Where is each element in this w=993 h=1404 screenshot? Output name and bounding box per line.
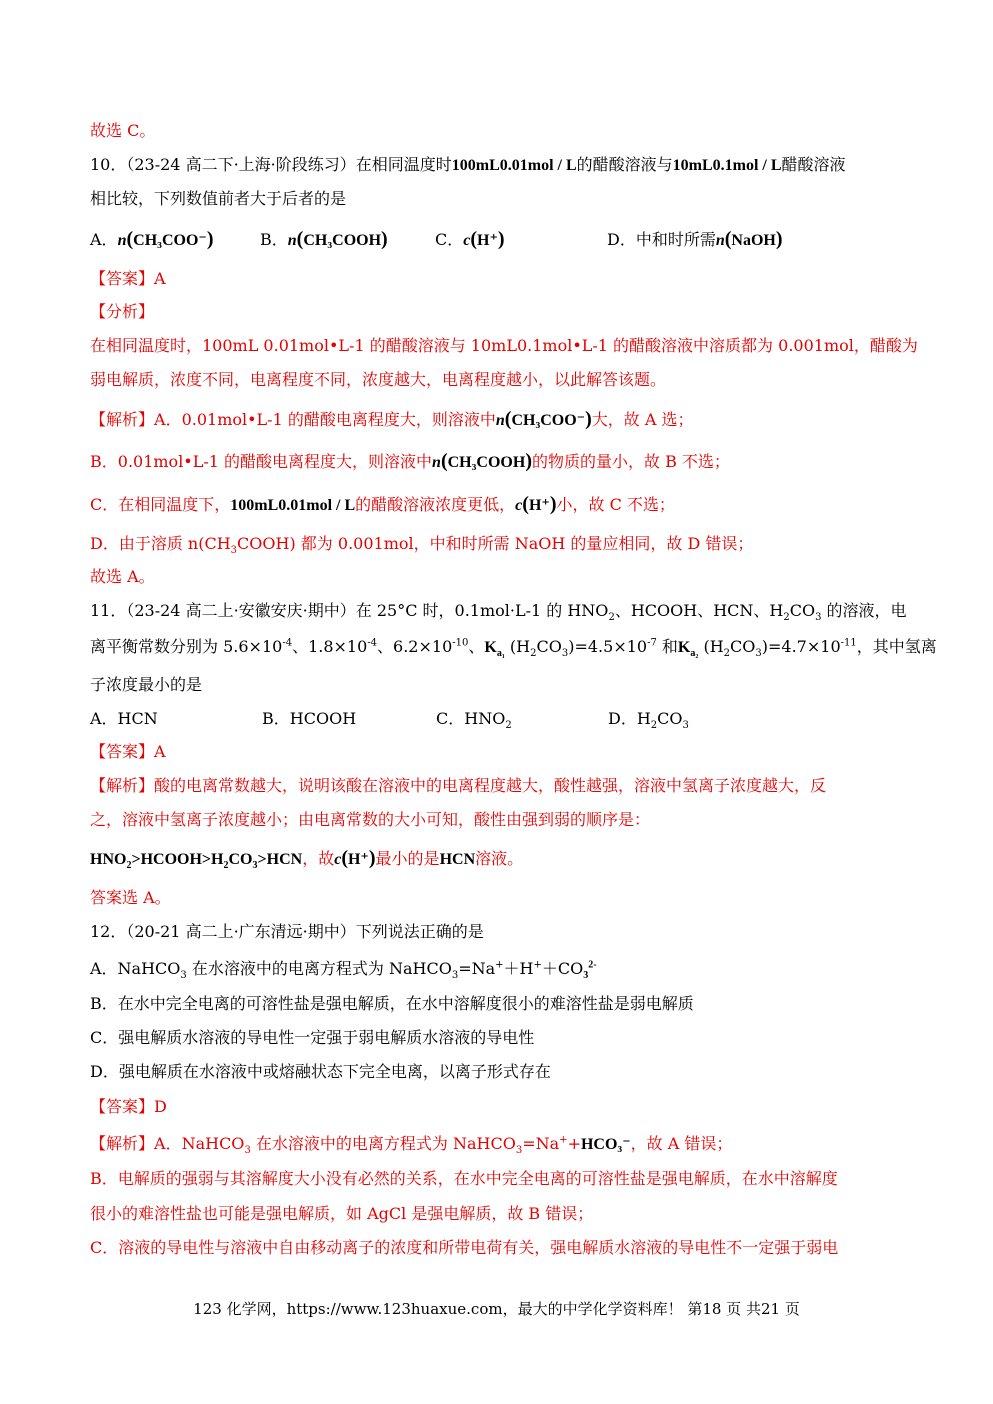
option-text: B．在水中完全电离的可溶性盐是强电解质，在水中溶解度很小的难溶性盐是弱电解质 <box>90 994 694 1013</box>
q10-stem-line1 <box>90 154 903 177</box>
option-text: ＋CO <box>541 959 584 978</box>
explain-text: COOH) 都为 0.001mol，中和时所需 NaOH 的量应相同，故 D 错误； <box>237 534 754 553</box>
q10-stem-text4: 相比较，下列数值前者大于后者的是 <box>90 189 347 208</box>
explain-text: C．在相同温度下， <box>90 495 231 514</box>
q10-explain-d <box>90 533 903 555</box>
hydrogen-ion: H⁺ <box>477 232 498 249</box>
explain-text: B．0.01mol•L-1 的醋酸电离程度大，则溶液中 <box>90 452 433 471</box>
greater-than: > <box>131 851 141 868</box>
subscript: 2 <box>505 720 512 732</box>
option-text: D．强电解质在水溶液中或熔融状态下完全电离，以离子形式存在 <box>90 1062 551 1081</box>
hcn-formula: HCN <box>266 851 303 868</box>
subscript: 2 <box>126 860 132 872</box>
subscript: 3 <box>682 720 689 732</box>
amount-symbol: n <box>495 412 505 429</box>
subscript: 2 <box>650 720 658 732</box>
superscript: -4 <box>367 637 378 649</box>
q10-choose <box>90 566 903 588</box>
q10-stem-text3: 醋酸溶液 <box>781 155 846 174</box>
naoh-formula: NaOH <box>731 232 776 249</box>
q10-explain-b: B．0.01mol•L-1 的醋酸电离程度大，则溶液中n(CH₃COOH)的物质的量小，故 B 不选； <box>90 450 730 472</box>
q10-option-d: D．中和时所需n(NaOH) <box>607 228 783 250</box>
subscript: 2 <box>223 860 229 872</box>
superscript: 2- <box>588 959 597 971</box>
answer-value: D <box>154 1097 167 1116</box>
subscript: 3 <box>230 545 238 557</box>
explain-text: B．电解质的强弱与其溶解度大小没有必然的关系，在水中完全电离的可溶性盐是强电解质，在水中溶解度 <box>90 1169 838 1188</box>
bicarbonate-formula: HCO₃⁻ <box>580 1136 631 1153</box>
q11-option-c <box>436 708 608 730</box>
stem-text: 子浓度最小的是 <box>90 675 203 694</box>
stem-text: )=4.7×10 <box>761 637 841 656</box>
superscript: -4 <box>282 637 293 649</box>
answer-value: A <box>154 742 166 761</box>
answer-label: 【答案】 <box>90 269 155 288</box>
hcooh-formula: HCOOH <box>140 851 202 868</box>
explain-text: A．NaHCO <box>154 1134 245 1153</box>
explain-text: D．由于溶质 n(CH <box>90 534 231 553</box>
superscript: -11 <box>840 637 857 649</box>
q10-answer <box>90 268 903 290</box>
q12-explain-a <box>90 1133 903 1156</box>
explain-label: 【解析】 <box>90 410 155 429</box>
subscript: 3 <box>252 860 258 872</box>
option-label: A． <box>90 230 118 249</box>
subscript: a₂ <box>690 648 699 660</box>
q10-option-a: A．n(CH₃COO⁻) <box>90 228 214 250</box>
q10-stem-text: 10．（23-24 高二下·上海·阶段练习）在相同温度时 <box>90 155 452 174</box>
stem-text: 离平衡常数分别为 5.6×10 <box>90 637 283 656</box>
q12-option-d <box>90 1061 903 1083</box>
acetic-acid-formula: CH₃COOH <box>447 454 526 471</box>
q10-options <box>90 228 903 252</box>
subscript: 3 <box>583 970 589 982</box>
subscript: 3 <box>561 648 569 660</box>
stem-text: CO <box>730 637 756 656</box>
option-text: 在水溶液中的电离方程式为 NaHCO <box>186 959 452 978</box>
explain-text: C．溶液的导电性与溶液中自由移动离子的浓度和所带电荷有关，强电解质水溶液的导电性不一定强于弱电 <box>90 1238 839 1257</box>
q11-option-a: A．HCN <box>90 709 158 728</box>
explain-text: =Na <box>522 1134 560 1153</box>
stem-text: CO <box>536 637 562 656</box>
q10-conc2: 10mL0.1mol / L <box>672 157 782 174</box>
concentration-symbol: c <box>515 497 523 514</box>
superscript: + <box>495 959 504 971</box>
stem-text: 、1.8×10 <box>292 637 368 656</box>
choose-text: 故选 A。 <box>90 567 155 586</box>
subscript: 2 <box>608 612 615 624</box>
explain-label: 【解析】 <box>90 1134 155 1153</box>
q10-analysis-1 <box>90 335 918 357</box>
subscript: 2 <box>783 612 790 624</box>
concentration-symbol: c <box>463 232 471 249</box>
answer-value: A <box>154 269 166 288</box>
greater-than: > <box>257 851 267 868</box>
q10-option-c: C．c(H⁺) <box>435 228 505 250</box>
amount-symbol: n <box>117 232 127 249</box>
stem-text: (H <box>504 637 531 656</box>
explain-text: ，故 <box>302 849 335 868</box>
stem-text: 、 <box>468 637 485 656</box>
choose-text: 答案选 A。 <box>90 888 171 907</box>
conclusion-text: 故选 C。 <box>90 121 156 140</box>
q10-option-b: B．n(CH₃COOH) <box>260 228 388 250</box>
superscript: -7 <box>647 637 657 649</box>
superscript: -10 <box>452 637 469 649</box>
answer-label: 【答案】 <box>90 1097 155 1116</box>
explain-text: ，故 A 错误； <box>630 1134 733 1153</box>
superscript: + <box>559 1134 568 1146</box>
q11-answer <box>90 741 903 763</box>
option-label: B． <box>260 230 288 249</box>
subscript: 3 <box>244 1145 251 1157</box>
option-text: C．HNO <box>436 709 506 728</box>
q10-conc1: 100mL0.01mol / L <box>230 497 356 514</box>
q12-explain-c1 <box>90 1237 903 1259</box>
q12-option-a <box>90 958 903 980</box>
explain-text: 最小的是 <box>375 849 440 868</box>
explain-text: A．0.01mol•L-1 的醋酸电离程度大，则溶液中 <box>154 410 496 429</box>
subscript: 3 <box>815 612 822 624</box>
stem-text: 的溶液，电 <box>821 601 907 620</box>
q11-option-b: B．HCOOH <box>262 709 357 728</box>
acetic-acid-formula: CH₃COOH <box>303 232 382 249</box>
subscript: a₁ <box>496 648 505 660</box>
stem-text: CO <box>789 601 816 620</box>
subscript: 2 <box>723 648 731 660</box>
analysis-text: 在相同温度时，100mL 0.01mol•L-1 的醋酸溶液与 10mL0.1mol•L-1 的醋酸溶液中溶质都为 0.001mol，醋酸为 <box>90 336 918 355</box>
stem-text: 、HCOOH、HCN、H <box>614 601 784 620</box>
amount-symbol: n <box>432 454 441 471</box>
page-footer: 123 化学网，https://www.123huaxue.com，最大的中学化学资料库！ 第18 页 共21 页 <box>193 1300 800 1318</box>
q12-stem <box>90 921 903 943</box>
hydrogen-ion: H⁺ <box>347 851 369 868</box>
hydrogen-ion: H⁺ <box>528 497 550 514</box>
acetate-formula: CH₃COO⁻ <box>133 232 207 249</box>
explain-label: 【解析】 <box>90 776 155 795</box>
subscript: 3 <box>180 970 187 982</box>
concentration-symbol: c <box>334 851 342 868</box>
option-label: C． <box>435 230 464 249</box>
q12-option-b <box>90 993 903 1015</box>
q10-analysis-2 <box>90 369 903 391</box>
subscript: 3 <box>451 970 459 982</box>
amount-symbol: n <box>715 232 725 249</box>
q12-answer <box>90 1096 903 1118</box>
acetate-formula: CH₃COO⁻ <box>511 412 586 429</box>
stem-text: )=4.5×10 <box>568 637 648 656</box>
hno2-formula: HNO <box>90 851 127 868</box>
option-text: ＋H <box>503 959 534 978</box>
q10-conc1: 100mL0.01mol / L <box>451 157 577 174</box>
answer-label: 【答案】 <box>90 742 155 761</box>
q10-stem-text2: 的醋酸溶液与 <box>576 155 673 174</box>
explain-text: 的醋酸溶液浓度更低， <box>355 495 516 514</box>
explain-text: 酸的电离常数越大，说明该酸在溶液中的电离程度越大，酸性越强，溶液中氢离子浓度越大，反 <box>154 776 827 795</box>
stem-text: 12．（20-21 高二上·广东清远·期中）下列说法正确的是 <box>90 922 484 941</box>
carbonate-formula: CO <box>228 851 253 868</box>
subscript: 3 <box>515 1145 523 1157</box>
ka-symbol: K <box>484 639 497 656</box>
conclusion-line <box>90 120 903 142</box>
stem-text: 11．（23-24 高二上·安徽安庆·期中）在 25°C 时，0.1mol·L-1 的 HNO <box>90 601 609 620</box>
q11-choose <box>90 887 903 909</box>
q10-explain-a: 【解析】A．0.01mol•L-1 的醋酸电离程度大，则溶液中n(CH₃COO⁻)大，故 A 选； <box>90 408 694 430</box>
q12-explain-b1 <box>90 1168 903 1190</box>
explain-text: 很小的难溶性盐也可能是强电解质，如 AgCl 是强电解质，故 B 错误； <box>90 1204 594 1223</box>
q11-explain-1 <box>90 775 903 797</box>
subscript: 2 <box>530 648 537 660</box>
stem-text: 和 <box>656 637 678 656</box>
hcn-formula: HCN <box>439 851 476 868</box>
q11-explain-3: $HNO_2>HCOOH>H_2CO_3>HCN$，故c(H⁺)最小的是HCN溶液。 <box>90 847 524 872</box>
option-text: A．NaHCO <box>90 959 181 978</box>
q10-analysis-label <box>90 301 903 323</box>
explain-text: 的物质的量小，故 B 不选； <box>531 452 730 471</box>
option-text: =Na <box>458 959 496 978</box>
option-label: D．中和时所需 <box>607 230 716 249</box>
greater-than: > <box>201 851 212 868</box>
explain-text: 大，故 A 选； <box>591 410 694 429</box>
q10-explain-c: C．在相同温度下，100mL0.01mol / L的醋酸溶液浓度更低，c(H⁺)小，故 C 不选； <box>90 493 675 515</box>
q11-stem-line3 <box>90 674 903 696</box>
option-text: D．H <box>608 709 651 728</box>
stem-text: (H <box>698 637 724 656</box>
explain-text: + <box>567 1134 581 1153</box>
q11-stem-line1 <box>90 600 907 624</box>
ka-symbol: K <box>677 639 691 656</box>
explain-text: 在水溶液中的电离方程式为 NaHCO <box>250 1134 516 1153</box>
q11-stem-line2 <box>90 636 937 660</box>
stem-text: 、6.2×10 <box>377 637 453 656</box>
option-text: C．强电解质水溶液的导电性一定强于弱电解质水溶液的导电性 <box>90 1028 535 1047</box>
q10-stem-line2 <box>90 188 903 210</box>
option-text: CO <box>657 709 683 728</box>
q12-explain-b2 <box>90 1203 903 1225</box>
q11-options <box>90 708 903 730</box>
q11-option-d <box>608 708 689 730</box>
explain-text: 溶液。 <box>475 849 524 868</box>
stem-text: ，其中氢离 <box>856 637 937 656</box>
superscript: + <box>533 959 542 971</box>
analysis-text: 弱电解质，浓度不同，电离程度不同，浓度越大，电离程度越小，以此解答该题。 <box>90 370 667 389</box>
analysis-label: 【分析】 <box>90 302 155 321</box>
subscript: 3 <box>755 648 762 660</box>
amount-symbol: n <box>287 232 297 249</box>
explain-text: 小，故 C 不选； <box>556 495 675 514</box>
q12-option-c <box>90 1027 903 1049</box>
explain-text: 之，溶液中氢离子浓度越小；由电离常数的大小可知，酸性由强到弱的顺序是： <box>90 810 651 829</box>
q11-explain-2 <box>90 809 903 831</box>
